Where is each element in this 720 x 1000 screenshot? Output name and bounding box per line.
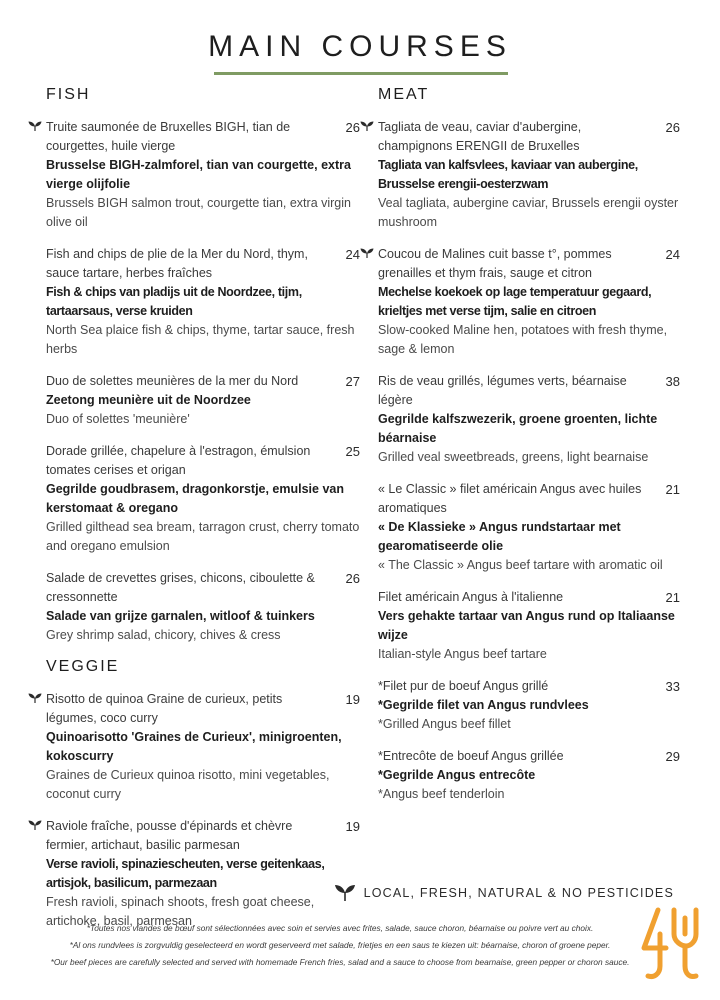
- dish-price: 21: [665, 482, 680, 497]
- restaurant-logo: [638, 904, 700, 984]
- veggie-list: [28, 690, 360, 931]
- menu-item: [28, 442, 360, 556]
- dish-name-fr: Tagliata de veau, caviar d'aubergine, champignons ERENGII de Bruxelles: [378, 120, 582, 153]
- menu-item: [360, 245, 680, 359]
- dish-name-nl: Verse ravioli, spinaziescheuten, verse geitenkaas, artisjok, basilicum, parmezaan: [46, 857, 325, 890]
- tagline-text: LOCAL, FRESH, NATURAL & NO PESTICIDES: [363, 886, 674, 900]
- dish-name-fr: « Le Classic » filet américain Angus avec huiles aromatiques: [378, 482, 642, 515]
- footer-tagline: [334, 884, 674, 902]
- meat-list: [360, 118, 680, 804]
- dish-name-fr: Filet américain Angus à l'italienne: [378, 590, 564, 604]
- dish-name-en: Veal tagliata, aubergine caviar, Brussels erengii oyster mushroom: [378, 196, 679, 229]
- dish-price: 29: [665, 749, 680, 764]
- dish-name-en: Grilled gilthead sea bream, tarragon crust, cherry tomato and oregano emulsion: [46, 520, 360, 553]
- organic-leaf-icon: [28, 121, 42, 131]
- dish-name-fr: *Entrecôte de boeuf Angus grillée: [378, 749, 564, 763]
- menu-item-header: [46, 245, 360, 283]
- section-heading-fish: FISH: [46, 86, 91, 103]
- menu-item-header: [378, 480, 680, 518]
- dish-name-en: Fresh ravioli, spinach shoots, fresh goat cheese, artichoke, basil, parmesan: [46, 895, 315, 928]
- menu-item: [28, 118, 360, 232]
- dish-price: 24: [345, 247, 360, 262]
- dish-name-nl: Tagliata van kalfsvlees, kaviaar van aubergine, Brusselse erengii-oesterzwam: [378, 158, 638, 191]
- dish-price: 26: [345, 571, 360, 586]
- dish-name-en: Grilled veal sweetbreads, greens, light bearnaise: [378, 450, 649, 464]
- dish-name-nl: « De Klassieke » Angus rundstartaar met gearomatiseerde olie: [378, 520, 621, 553]
- dish-price: 25: [345, 444, 360, 459]
- dish-name-fr: Duo de solettes meunières de la mer du Nord: [46, 374, 299, 388]
- dish-name-fr: Salade de crevettes grises, chicons, ciboulette & cressonnette: [46, 571, 315, 604]
- menu-item-header: [46, 569, 360, 607]
- dish-name-nl: Gegrilde kalfszwezerik, groene groenten, lichte béarnaise: [378, 412, 658, 445]
- dish-name-nl: Fish & chips van pladijs uit de Noordzee, tijm, tartaarsaus, verse kruiden: [46, 285, 302, 318]
- menu-item-header: [46, 817, 360, 855]
- dish-name-fr: Dorade grillée, chapelure à l'estragon, émulsion tomates cerises et origan: [46, 444, 311, 477]
- right-column: [360, 86, 680, 817]
- organic-leaf-icon: [360, 248, 374, 258]
- dish-name-en: Brussels BIGH salmon trout, courgette tian, extra virgin olive oil: [46, 196, 351, 229]
- left-column: [28, 86, 360, 944]
- title-underline: [214, 72, 508, 75]
- dish-name-nl: Mechelse koekoek op lage temperatuur gegaard, krieltjes met verse tijm, salie en citroen: [378, 285, 652, 318]
- dish-name-fr: *Filet pur de boeuf Angus grillé: [378, 679, 549, 693]
- menu-item-header: [46, 690, 360, 728]
- dish-price: 38: [665, 374, 680, 389]
- menu-item: [360, 118, 680, 232]
- dish-name-en: « The Classic » Angus beef tartare with aromatic oil: [378, 558, 663, 572]
- menu-item: [28, 817, 360, 931]
- dish-name-en: *Angus beef tenderloin: [378, 787, 505, 801]
- menu-item: [28, 569, 360, 645]
- dish-price: 27: [345, 374, 360, 389]
- menu-item: [28, 245, 360, 359]
- dish-name-nl: Vers gehakte tartaar van Angus rund op Italiaanse wijze: [378, 609, 675, 642]
- dish-name-en: North Sea plaice fish & chips, thyme, tartar sauce, fresh herbs: [46, 323, 355, 356]
- dish-price: 33: [665, 679, 680, 694]
- dish-name-en: Duo of solettes 'meunière': [46, 412, 190, 426]
- dish-name-en: Slow-cooked Maline hen, potatoes with fresh thyme, sage & lemon: [378, 323, 668, 356]
- menu-item-header: [378, 245, 680, 283]
- sprout-icon: [334, 884, 356, 902]
- menu-item-header: [46, 118, 360, 156]
- menu-item: [360, 747, 680, 804]
- dish-name-fr: Raviole fraîche, pousse d'épinards et chèvre fermier, artichaut, basilic parmesan: [46, 819, 293, 852]
- menu-item: [360, 372, 680, 467]
- menu-item-header: [378, 372, 680, 410]
- menu-item: [360, 588, 680, 664]
- note-nl: *Al ons rundvlees is zorgvuldig geselecteerd en wordt geserveerd met salade, frietjes en een saus te kiezen uit: béarnaise, choron of groene peper.: [69, 940, 611, 950]
- dish-name-en: Italian-style Angus beef tartare: [378, 647, 547, 661]
- dish-price: 19: [345, 692, 360, 707]
- dish-name-en: Grey shrimp salad, chicory, chives & cress: [46, 628, 281, 642]
- dish-name-nl: Gegrilde goudbrasem, dragonkorstje, emulsie van kerstomaat & oregano: [46, 482, 344, 515]
- dish-price: 19: [345, 819, 360, 834]
- menu-item-header: [378, 588, 680, 607]
- note-fr: *Toutes nos viandes de bœuf sont sélectionnées avec soin et servies avec frites, salade, sauce choron, béarnaise ou poivre vert au choix.: [86, 923, 594, 933]
- menu-item-header: [46, 372, 360, 391]
- dish-name-nl: Brusselse BIGH-zalmforel, tian van courgette, extra vierge olijfolie: [46, 158, 351, 191]
- dish-name-en: *Grilled Angus beef fillet: [378, 717, 511, 731]
- organic-leaf-icon: [360, 121, 374, 131]
- dish-name-nl: Quinoarisotto 'Graines de Curieux', minigroenten, kokoscurry: [46, 730, 342, 763]
- page-title: MAIN COURSES: [208, 30, 512, 63]
- menu-item: [28, 372, 360, 429]
- dish-name-fr: Ris de veau grillés, légumes verts, béarnaise légère: [378, 374, 627, 407]
- fish-list: [28, 118, 360, 645]
- dish-name-nl: Salade van grijze garnalen, witloof & tuinkers: [46, 609, 315, 623]
- dish-name-fr: Fish and chips de plie de la Mer du Nord, thym, sauce tartare, herbes fraîches: [46, 247, 308, 280]
- menu-item: [28, 690, 360, 804]
- dish-price: 26: [665, 120, 680, 135]
- dish-name-en: Graines de Curieux quinoa risotto, mini vegetables, coconut curry: [46, 768, 330, 801]
- beef-notes: [40, 920, 640, 971]
- note-en: *Our beef pieces are carefully selected and served with homemade French fries, salad and a sauce to choose from bearnaise, green pepper or choron sauce.: [50, 957, 630, 967]
- dish-name-fr: Risotto de quinoa Graine de curieux, petits légumes, coco curry: [46, 692, 283, 725]
- menu-item-header: [46, 442, 360, 480]
- dish-price: 21: [665, 590, 680, 605]
- dish-name-nl: Zeetong meunière uit de Noordzee: [46, 393, 251, 407]
- dish-name-nl: *Gegrilde filet van Angus rundvlees: [378, 698, 589, 712]
- organic-leaf-icon: [28, 820, 42, 830]
- menu-item-header: [378, 677, 680, 696]
- organic-leaf-icon: [28, 693, 42, 703]
- dish-name-fr: Coucou de Malines cuit basse t°, pommes grenailles et thym frais, sauge et citron: [378, 247, 612, 280]
- menu-item: [360, 677, 680, 734]
- dish-name-fr: Truite saumonée de Bruxelles BIGH, tian de courgettes, huile vierge: [46, 120, 291, 153]
- menu-item-header: [378, 118, 680, 156]
- menu-item: [360, 480, 680, 575]
- dish-name-nl: *Gegrilde Angus entrecôte: [378, 768, 536, 782]
- menu-item-header: [378, 747, 680, 766]
- section-heading-meat: MEAT: [378, 86, 430, 103]
- dish-price: 26: [345, 120, 360, 135]
- dish-price: 24: [665, 247, 680, 262]
- section-heading-veggie: VEGGIE: [46, 658, 120, 675]
